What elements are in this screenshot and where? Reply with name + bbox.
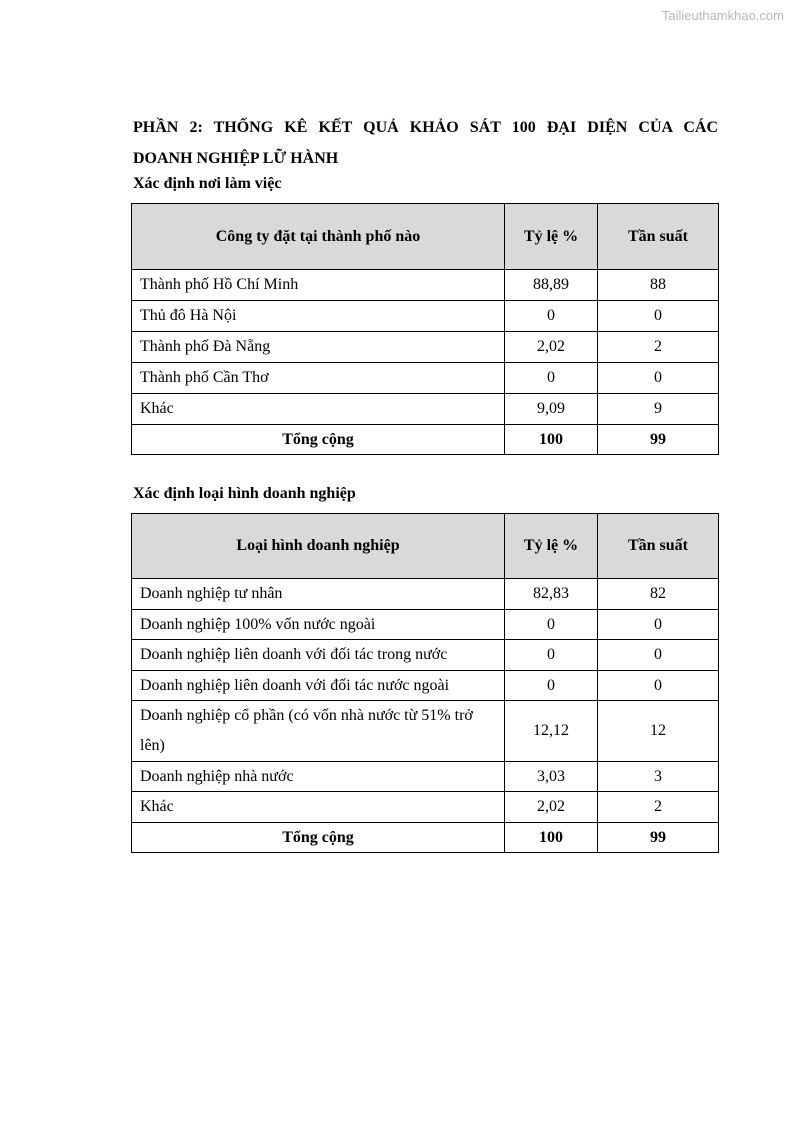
table-cell: 0 <box>505 671 598 701</box>
table-row <box>132 701 719 762</box>
table-cell: 9,09 <box>505 394 598 425</box>
table-row <box>132 762 719 792</box>
table-row <box>132 671 719 701</box>
table-cell: 2 <box>598 792 719 823</box>
table-cell: 12,12 <box>505 701 598 762</box>
table-cell: 88 <box>598 270 719 301</box>
table-cell: 0 <box>598 671 719 701</box>
table-cell: 82 <box>598 579 719 610</box>
total-frequency: 99 <box>598 823 719 853</box>
part-heading <box>133 112 718 174</box>
table-cell: 0 <box>505 640 598 671</box>
table-cell: 0 <box>505 301 598 332</box>
table-row <box>132 579 719 610</box>
table-cell: Doanh nghiệp liên doanh với đối tác nước ngoài <box>132 671 505 701</box>
table-cell: 12 <box>598 701 719 762</box>
table-cell: Thành phố Cần Thơ <box>132 363 505 394</box>
table-cell: Khác <box>132 792 505 823</box>
table-row <box>132 394 719 425</box>
table-cell: 2,02 <box>505 792 598 823</box>
watermark: Tailieuthamkhao.com <box>661 8 784 23</box>
total-label: Tổng cộng <box>132 823 505 853</box>
table-row <box>132 640 719 671</box>
table-cell: 0 <box>598 610 719 640</box>
table-cell: 0 <box>598 640 719 671</box>
table-cell: 3,03 <box>505 762 598 792</box>
table-header-row <box>132 204 719 270</box>
total-row <box>132 425 719 455</box>
table-cell: Doanh nghiệp tư nhân <box>132 579 505 610</box>
column-header: Tỷ lệ % <box>505 204 598 270</box>
table-cell: 0 <box>598 301 719 332</box>
section1-title: Xác định nơi làm việc <box>133 175 282 192</box>
table-row <box>132 270 719 301</box>
table-row <box>132 332 719 363</box>
total-frequency: 99 <box>598 425 719 455</box>
column-header: Tần suất <box>598 204 719 270</box>
column-header: Tần suất <box>598 514 719 579</box>
table-row <box>132 363 719 394</box>
table-cell: Doanh nghiệp 100% vốn nước ngoài <box>132 610 505 640</box>
table-cell: 3 <box>598 762 719 792</box>
column-header: Tỷ lệ % <box>505 514 598 579</box>
column-header: Công ty đặt tại thành phố nào <box>132 204 505 270</box>
table-header-row <box>132 514 719 579</box>
table-cell: 82,83 <box>505 579 598 610</box>
table-cell: 2 <box>598 332 719 363</box>
table-cell: 88,89 <box>505 270 598 301</box>
total-row <box>132 823 719 853</box>
table-cell: Doanh nghiệp nhà nước <box>132 762 505 792</box>
table-row <box>132 792 719 823</box>
table-cell: Thành phố Đà Nẵng <box>132 332 505 363</box>
column-header: Loại hình doanh nghiệp <box>132 514 505 579</box>
table-cell: 2,02 <box>505 332 598 363</box>
table-cell: 0 <box>505 610 598 640</box>
table-row <box>132 610 719 640</box>
total-label: Tổng cộng <box>132 425 505 455</box>
table-row <box>132 301 719 332</box>
table-cell: Doanh nghiệp liên doanh với đối tác trong nước <box>132 640 505 671</box>
heading-line-2: DOANH NGHIỆP LỮ HÀNH <box>133 150 339 167</box>
enterprise-type-table <box>131 513 719 853</box>
table-cell: Thành phố Hồ Chí Minh <box>132 270 505 301</box>
table-cell: Thủ đô Hà Nội <box>132 301 505 332</box>
table-cell: 0 <box>598 363 719 394</box>
table-cell: 0 <box>505 363 598 394</box>
total-percent: 100 <box>505 823 598 853</box>
total-percent: 100 <box>505 425 598 455</box>
table-cell: 9 <box>598 394 719 425</box>
table-cell: Doanh nghiệp cổ phần (có vốn nhà nước từ 51% trở lên) <box>132 701 505 762</box>
heading-line-1: PHẦN 2: THỐNG KÊ KẾT QUẢ KHẢO SÁT 100 ĐẠI DIỆN CỦA CÁC <box>133 119 718 136</box>
workplace-table <box>131 203 719 455</box>
table-cell: Khác <box>132 394 505 425</box>
section2-title: Xác định loại hình doanh nghiệp <box>133 485 356 502</box>
